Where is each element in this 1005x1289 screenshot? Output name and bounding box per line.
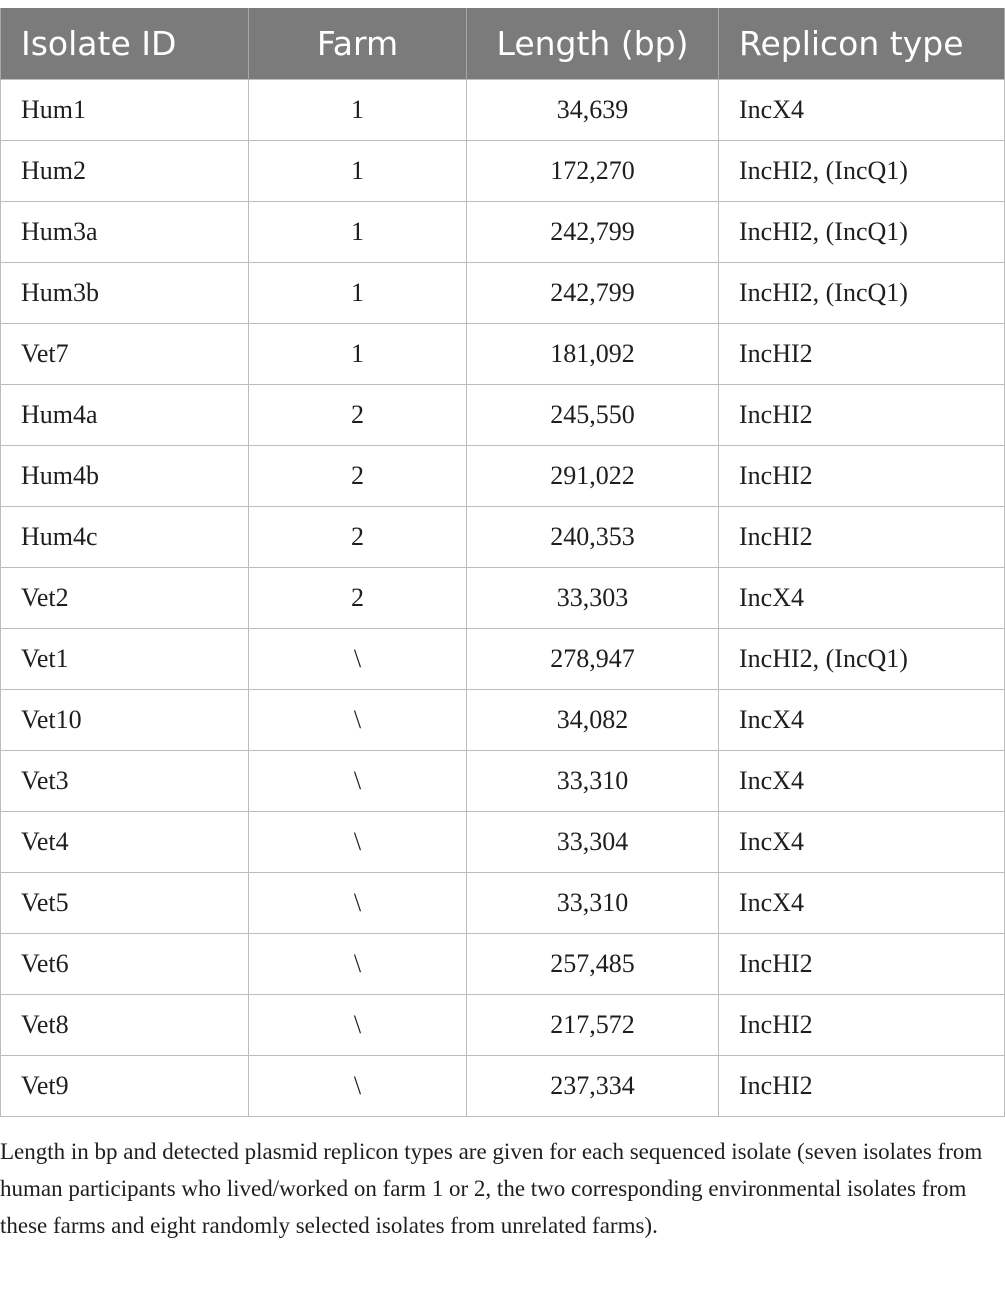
length-cell: 242,799 <box>467 263 719 324</box>
farm-cell: 1 <box>249 141 467 202</box>
replicon-type-cell: IncX4 <box>719 690 1005 751</box>
farm-cell: \ <box>249 629 467 690</box>
table-row <box>1 1056 1005 1117</box>
table-row <box>1 873 1005 934</box>
isolate-id-cell: Vet6 <box>1 934 249 995</box>
replicon-type-cell: IncX4 <box>719 80 1005 141</box>
table-row <box>1 202 1005 263</box>
replicon-type-cell: IncHI2 <box>719 995 1005 1056</box>
header-farm: Farm <box>249 8 467 80</box>
length-cell: 278,947 <box>467 629 719 690</box>
table-row <box>1 812 1005 873</box>
table-header <box>1 8 1005 80</box>
table-row <box>1 324 1005 385</box>
table-row <box>1 568 1005 629</box>
farm-cell: 1 <box>249 324 467 385</box>
farm-cell: 1 <box>249 263 467 324</box>
farm-cell: \ <box>249 1056 467 1117</box>
isolate-id-cell: Vet8 <box>1 995 249 1056</box>
farm-cell: \ <box>249 690 467 751</box>
table-row <box>1 934 1005 995</box>
farm-cell: \ <box>249 873 467 934</box>
replicon-type-cell: IncX4 <box>719 873 1005 934</box>
isolate-id-cell: Vet2 <box>1 568 249 629</box>
plasmid-table <box>0 8 1005 1117</box>
replicon-type-cell: IncHI2, (IncQ1) <box>719 141 1005 202</box>
isolate-id-cell: Vet3 <box>1 751 249 812</box>
table-row <box>1 446 1005 507</box>
isolate-id-cell: Vet9 <box>1 1056 249 1117</box>
replicon-type-cell: IncHI2, (IncQ1) <box>719 202 1005 263</box>
isolate-id-cell: Vet4 <box>1 812 249 873</box>
table-row <box>1 80 1005 141</box>
table-row <box>1 995 1005 1056</box>
isolate-id-cell: Vet10 <box>1 690 249 751</box>
farm-cell: 1 <box>249 202 467 263</box>
table-footnote: Length in bp and detected plasmid replicon types are given for each sequenced isolate (seven isolates from human participants who lived/worked on farm 1 or 2, the two corresponding environmental isolates from these farms and eight randomly selected isolates from unrelated farms). <box>0 1139 983 1238</box>
isolate-id-cell: Hum3b <box>1 263 249 324</box>
replicon-type-cell: IncX4 <box>719 751 1005 812</box>
replicon-type-cell: IncHI2 <box>719 324 1005 385</box>
table-row <box>1 385 1005 446</box>
table-row <box>1 629 1005 690</box>
header-row <box>1 8 1005 80</box>
table-body <box>1 80 1005 1117</box>
length-cell: 240,353 <box>467 507 719 568</box>
length-cell: 34,082 <box>467 690 719 751</box>
farm-cell: \ <box>249 751 467 812</box>
isolate-id-cell: Hum3a <box>1 202 249 263</box>
table-row <box>1 263 1005 324</box>
length-cell: 34,639 <box>467 80 719 141</box>
isolate-id-cell: Hum2 <box>1 141 249 202</box>
farm-cell: \ <box>249 812 467 873</box>
replicon-type-cell: IncHI2 <box>719 934 1005 995</box>
length-cell: 291,022 <box>467 446 719 507</box>
header-length: Length (bp) <box>467 8 719 80</box>
farm-cell: 2 <box>249 568 467 629</box>
farm-cell: \ <box>249 995 467 1056</box>
replicon-type-cell: IncX4 <box>719 812 1005 873</box>
length-cell: 181,092 <box>467 324 719 385</box>
table-row <box>1 141 1005 202</box>
replicon-type-cell: IncHI2 <box>719 1056 1005 1117</box>
length-cell: 33,303 <box>467 568 719 629</box>
length-cell: 237,334 <box>467 1056 719 1117</box>
farm-cell: 1 <box>249 80 467 141</box>
length-cell: 217,572 <box>467 995 719 1056</box>
table-row <box>1 690 1005 751</box>
length-cell: 242,799 <box>467 202 719 263</box>
isolate-id-cell: Vet7 <box>1 324 249 385</box>
length-cell: 33,304 <box>467 812 719 873</box>
replicon-type-cell: IncHI2 <box>719 507 1005 568</box>
length-cell: 33,310 <box>467 873 719 934</box>
length-cell: 33,310 <box>467 751 719 812</box>
isolate-id-cell: Vet5 <box>1 873 249 934</box>
length-cell: 245,550 <box>467 385 719 446</box>
isolate-id-cell: Hum4a <box>1 385 249 446</box>
replicon-type-cell: IncHI2 <box>719 446 1005 507</box>
replicon-type-cell: IncHI2, (IncQ1) <box>719 629 1005 690</box>
isolate-id-cell: Hum1 <box>1 80 249 141</box>
length-cell: 257,485 <box>467 934 719 995</box>
farm-cell: 2 <box>249 446 467 507</box>
isolate-id-cell: Vet1 <box>1 629 249 690</box>
length-cell: 172,270 <box>467 141 719 202</box>
table-row <box>1 751 1005 812</box>
isolate-id-cell: Hum4b <box>1 446 249 507</box>
farm-cell: 2 <box>249 507 467 568</box>
replicon-type-cell: IncHI2 <box>719 385 1005 446</box>
isolate-id-cell: Hum4c <box>1 507 249 568</box>
table-row <box>1 507 1005 568</box>
farm-cell: 2 <box>249 385 467 446</box>
farm-cell: \ <box>249 934 467 995</box>
replicon-type-cell: IncX4 <box>719 568 1005 629</box>
replicon-type-cell: IncHI2, (IncQ1) <box>719 263 1005 324</box>
header-replicon-type: Replicon type <box>719 8 1005 80</box>
header-isolate-id: Isolate ID <box>1 8 249 80</box>
